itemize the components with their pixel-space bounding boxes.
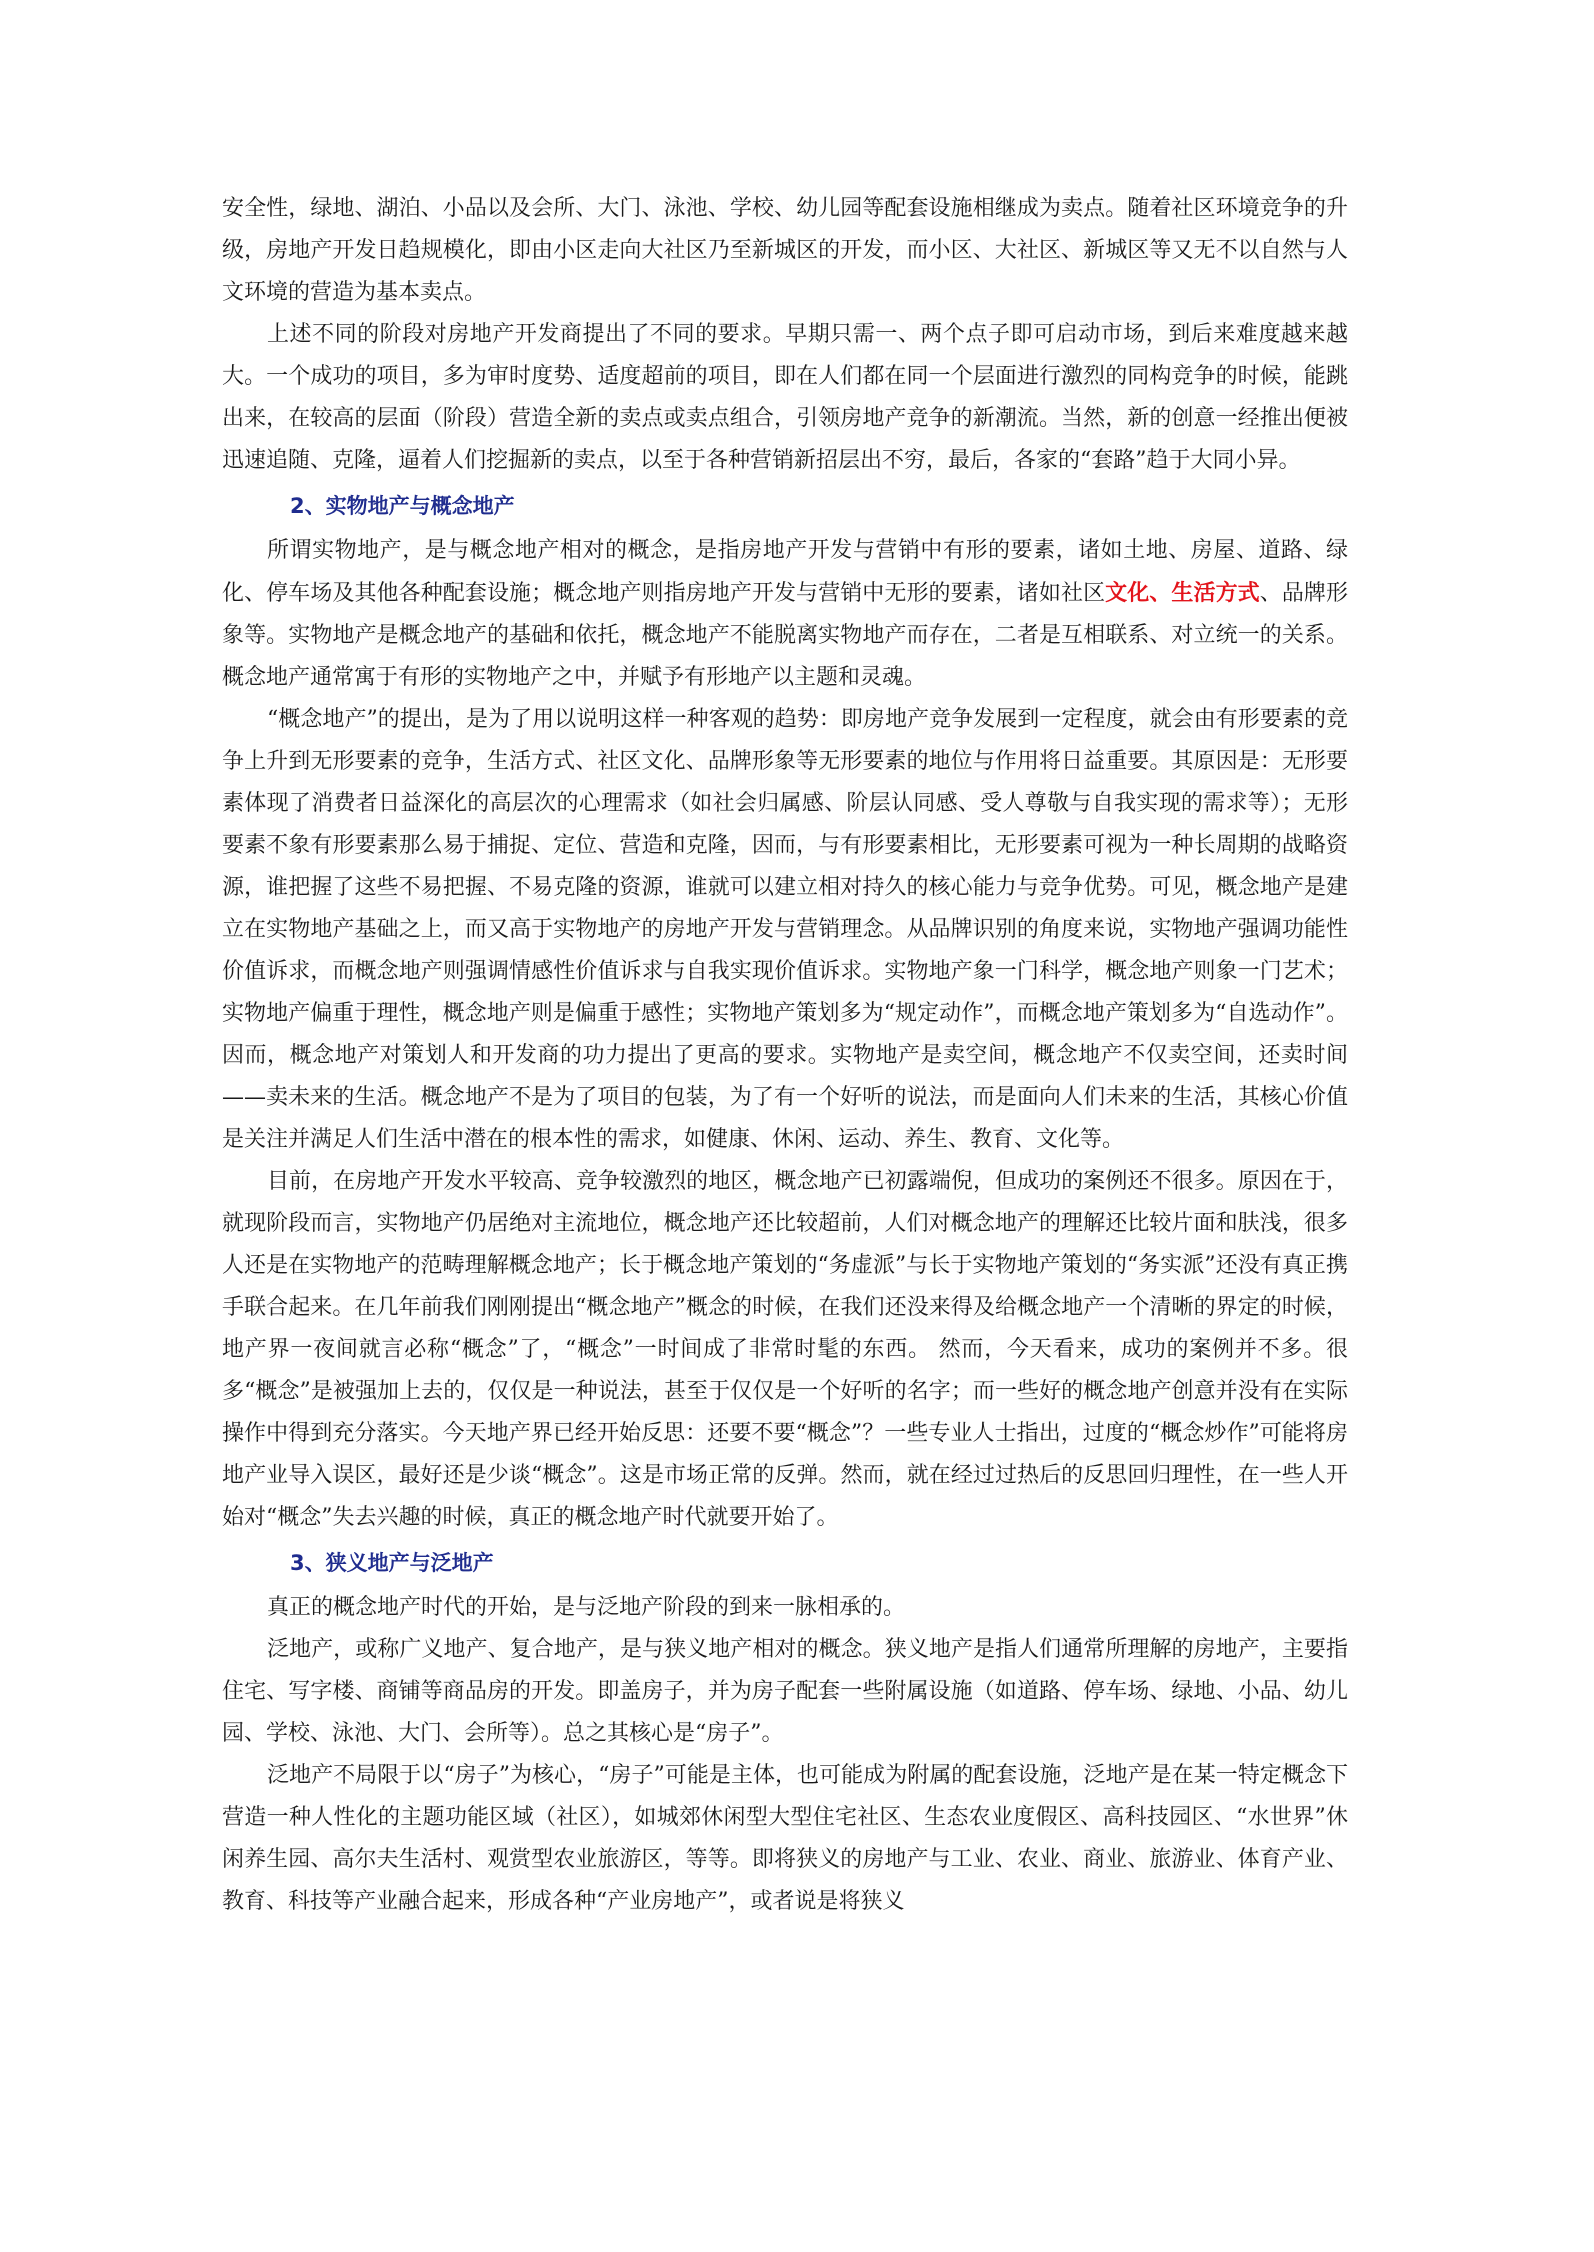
section-heading-physical-vs-concept: 2、实物地产与概念地产 <box>290 494 515 518</box>
document-page <box>222 188 1348 1923</box>
paragraph-pan-era-start: 真正的概念地产时代的开始，是与泛地产阶段的到来一脉相承的。 <box>267 1595 906 1620</box>
paragraph-concept-trend: “概念地产”的提出，是为了用以说明这样一种客观的趋势：即房地产竞争发展到一定程度，就会由有形要素的竞争上升到无形要素的竞争，生活方式、社区文化、品牌形象等无形要素的地位与作用将日益重要。其原因是：无形要素体现了消费者日益深化的高层次的心理需求（如社会归属感、阶层认同感、受人尊敬与自我实现的需求等）；无形要素不象有形要素那么易于捕捉、定位、营造和克隆，因而，与有形要素相比，无形要素可视为一种长周期的战略资源，谁把握了这些不易把握、不易克隆的资源，谁就可以建立相对持久的核心能力与竞争优势。可见，概念地产是建立在实物地产基础之上，而又高于实物地产的房地产开发与营销理念。从品牌识别的角度来说，实物地产强调功能性价值诉求，而概念地产则强调情感性价值诉求与自我实现价值诉求。实物地产象一门科学，概念地产则象一门艺术；实物地产偏重于理性，概念地产则是偏重于感性；实物地产策划多为“规定动作”，而概念地产策划多为“自选动作”。因而，概念地产对策划人和开发商的功力提出了更高的要求。实物地产是卖空间，概念地产不仅卖空间，还卖时间——卖未来的生活。概念地产不是为了项目的包装，为了有一个好听的说法，而是面向人们未来的生活，其核心价值是关注并满足人们生活中潜在的根本性的需求，如健康、休闲、运动、养生、教育、文化等。 <box>222 707 1348 1152</box>
paragraph-pan-definition: 泛地产，或称广义地产、复合地产，是与狭义地产相对的概念。狭义地产是指人们通常所理解的房地产，主要指住宅、写字楼、商铺等商品房的开发。即盖房子，并为房子配套一些附属设施（如道路、停车场、绿地、小品、幼儿园、学校、泳池、大门、会所等）。总之其核心是“房子”。 <box>222 1637 1348 1746</box>
highlight-culture-lifestyle: 文化、生活方式 <box>1105 580 1260 606</box>
paragraph-current-situation: 目前，在房地产开发水平较高、竞争较激烈的地区，概念地产已初露端倪，但成功的案例还不很多。原因在于，就现阶段而言，实物地产仍居绝对主流地位，概念地产还比较超前，人们对概念地产的理解还比较片面和肤浅，很多人还是在实物地产的范畴理解概念地产；长于概念地产策划的“务虚派”与长于实物地产策划的“务实派”还没有真正携手联合起来。在几年前我们刚刚提出“概念地产”概念的时候，在我们还没来得及给概念地产一个清晰的界定的时候，地产界一夜间就言必称“概念”了，“概念”一时间成了非常时髦的东西。 然而，今天看来，成功的案例并不多。很多“概念”是被强加上去的，仅仅是一种说法，甚至于仅仅是一个好听的名字；而一些好的概念地产创意并没有在实际操作中得到充分落实。今天地产界已经开始反思：还要不要“概念”？一些专业人士指出，过度的“概念炒作”可能将房地产业导入误区，最好还是少谈“概念”。这是市场正常的反弹。然而，就在经过过热后的反思回归理性，在一些人开始对“概念”失去兴趣的时候，真正的概念地产时代就要开始了。 <box>222 1169 1348 1530</box>
paragraph-concept-definition <box>222 530 1348 699</box>
paragraph-environment-selling-points: 安全性，绿地、湖泊、小品以及会所、大门、泳池、学校、幼儿园等配套设施相继成为卖点。随着社区环境竞争的升级，房地产开发日趋规模化，即由小区走向大社区乃至新城区的开发，而小区、大社区、新城区等又无不以自然与人文环境的营造为基本卖点。 <box>222 196 1348 305</box>
concept-definition-text-cont: 、品牌形象等。实物地产是概念地产的基础和依托，概念地产不能脱离实物地产而存在，二者是互相联系、对立统一的关系。概念地产通常寓于有形的实物地产之中，并赋予有形地产以主题和灵魂。 <box>222 581 1348 690</box>
concept-definition-text: 所谓实物地产，是与概念地产相对的概念，是指房地产开发与营销中有形的要素，诸如土地、房屋、道路、绿化、停车场及其他各种配套设施；概念地产则指房地产开发与营销中无形的要素，诸如社区 <box>222 538 1348 606</box>
paragraph-pan-scope: 泛地产不局限于以“房子”为核心，“房子”可能是主体，也可能成为附属的配套设施，泛地产是在某一特定概念下营造一种人性化的主题功能区域（社区），如城郊休闲型大型住宅社区、生态农业度假区、高科技园区、“水世界”休闲养生园、高尔夫生活村、观赏型农业旅游区，等等。即将狭义的房地产与工业、农业、商业、旅游业、体育产业、教育、科技等产业融合起来，形成各种“产业房地产”，或者说是将狭义 <box>222 1763 1348 1914</box>
section-heading-narrow-vs-pan: 3、狭义地产与泛地产 <box>290 1551 494 1575</box>
paragraph-stages-requirements: 上述不同的阶段对房地产开发商提出了不同的要求。早期只需一、两个点子即可启动市场，到后来难度越来越大。一个成功的项目，多为审时度势、适度超前的项目，即在人们都在同一个层面进行激烈的同构竞争的时候，能跳出来，在较高的层面（阶段）营造全新的卖点或卖点组合，引领房地产竞争的新潮流。当然，新的创意一经推出便被迅速追随、克隆，逼着人们挖掘新的卖点，以至于各种营销新招层出不穷，最后，各家的“套路”趋于大同小异。 <box>222 322 1348 473</box>
